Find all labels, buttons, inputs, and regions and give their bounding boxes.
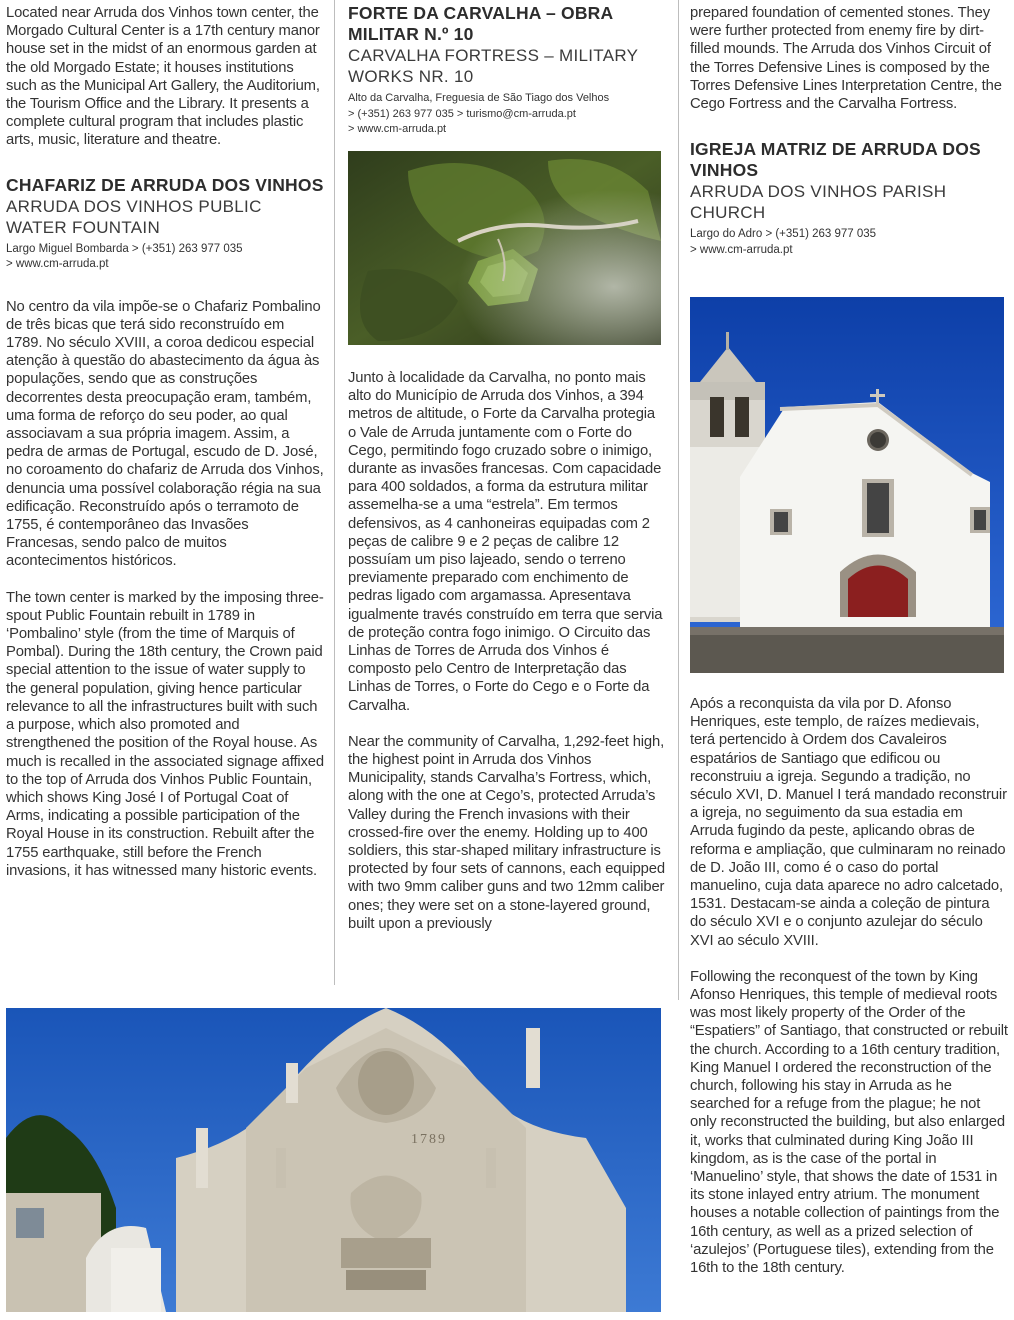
fortress-address-line: Alto da Carvalha, Freguesia de São Tiago dos Velhos <box>348 92 610 104</box>
fortress-text-en: Near the community of Carvalha, 1,292-feet high, the highest point in Arruda dos Vinhos Municipality, stands Carvalha’s Fortress, which, along with the one at Cego’s, protected Arruda’s Valley during the French invasions with their crossed-fire over the enemy. Holding up to 400 soldiers, this star-shaped military infrastructure is protected by four sets of cannons, each equipped with two 9mm caliber guns and two 12mm caliber ones; they were set on a stone-layered ground, built upon a previously <box>348 733 665 932</box>
church-text-en: Following the reconquest of the town by King Afonso Henriques, this temple of medieval roots was most likely property of the Order of the “Espatiers” of Santiago, that constructed or rebuilt the church. According to a 16th century tradition, King Manuel I ordered the reconstruction of the church, following his stay in Arruda as he searched for a refuge from the plague; he not only reconstructed the building, but also enlarged it, works that culminated during King João III kingdom, as is the case of the portal in ‘Manuelino’ style, that shows the date of 1531 in its stone inlayed entry atrium. The monument houses a notable collection of paintings from the 16th century, as well as a prized selection of ‘azulejos’ (Portuguese tiles), extending from the 16th to the 18th century. <box>690 968 1008 1277</box>
fountain-date-inscription: 1789 <box>411 1132 447 1147</box>
fortress-contact-line: > (+351) 263 977 035 > turismo@cm-arruda.pt <box>348 107 576 120</box>
church-photo <box>690 297 1004 673</box>
fortress-body <box>348 369 666 933</box>
fortress-aerial-photo <box>348 151 661 345</box>
fortress-subtitle: CARVALHA FORTRESS – MILITARY WORKS NR. 10 <box>348 46 638 86</box>
church-subtitle: ARRUDA DOS VINHOS PARISH CHURCH <box>690 182 947 223</box>
fountain-heading <box>6 175 324 273</box>
fountain-title: CHAFARIZ DE ARRUDA DOS VINHOS <box>6 174 324 195</box>
church-address <box>690 227 1008 258</box>
church-website: > www.cm-arruda.pt <box>690 243 793 256</box>
column-2 <box>348 3 666 138</box>
fortress-text-pt: Junto à localidade da Carvalha, no ponto mais alto do Município de Arruda dos Vinhos, a 394 metros de altitude, o Forte da Carvalha protegia o Vale de Arruda juntamente com o Forte do Cego, permitindo fogo cruzado sobre o inimigo, durante as invasões francesas. Com capacidade para 400 soldados, a forma da estrutura militar assemelha-se a uma “estrela”. Em termos defensivos, as 4 canhoneiras equipadas com 2 peças de calibre 9 e 2 peças de calibre 12 possuíam um piso lajeado, sendo o terreno previamente preparado com enchimento de pedras ligado com argamassa. Apresentava igualmente través construído em terra que servia de proteção contra fogo inimigo. O Circuito das Linhas de Torres de Arruda dos Vinhos é composto pelo Centro de Interpretação das Linhas de Torres, o Forte do Cego e o Forte da Carvalha. <box>348 370 663 714</box>
church-title: IGREJA MATRIZ DE ARRUDA DOS VINHOS <box>690 139 981 181</box>
fountain-photo <box>6 1008 661 1312</box>
fortress-address <box>348 91 666 138</box>
fountain-address <box>6 242 324 273</box>
fountain-text-en: The town center is marked by the imposing three-spout Public Fountain rebuilt in 1789 in ‘Pombalino’ style (from the time of Marquis of Pombal). During the 18th century, the Crown paid special attention to the issue of water supply to the general population, giving hence particular relevance to all the infrastructures built with such a purpose, which also promoted and strengthened the position of the Royal house. As much is recalled in the associated signage affixed to the top of Arruda dos Vinhos Public Fountain, which shows King José I of Portugal Coat of Arms, indicating a possible participation of the Royal House in its construction. Rebuilt after the 1755 earthquake, still before the French invasions, it has witnessed many historic events. <box>6 589 324 879</box>
fountain-address-line: Largo Miguel Bombarda > (+351) 263 977 035 <box>6 242 243 255</box>
column-divider <box>334 0 335 985</box>
fountain-website: > www.cm-arruda.pt <box>6 258 109 271</box>
church-heading <box>690 139 1008 258</box>
fortress-text-continued: prepared foundation of cemented stones. They were further protected from enemy fire by dirt-filled mounds. The Arruda dos Vinhos Circuit of the Torres Defensive Lines is composed by the Torres Defensive Lines Interpretation Centre, the Cego Fortress and the Carvalha Fortress. <box>690 5 1002 113</box>
fountain-subtitle: ARRUDA DOS VINHOS PUBLIC WATER FOUNTAIN <box>6 196 262 237</box>
fountain-text-pt: No centro da vila impõe-se o Chafariz Pombalino de três bicas que terá sido reconstruído em 1789. No século XVIII, a coroa dedicou especial atenção à questão do abastecimento da água às populações, sendo que as construções decorrentes desta preocupação eram, também, uma forma de reforço do seu poder, ao qual associavam a sua própria imagem. Assim, a pedra de armas de Portugal, escudo de D. José, no coroamento do chafariz de Arruda dos Vinhos, denuncia uma possível colaboração régia na sua edificação. Reconstruído após o terramoto de 1755, é contemporâneo das Invasões Francesas, sendo palco de muitos acontecimentos históricos. <box>6 298 324 570</box>
church-text-pt: Após a reconquista da vila por D. Afonso Henriques, este templo, de raízes medievais, terá pertencido à Ordem dos Cavaleiros espatários de Santiago que edificou ou reconstruiu a igreja. Segundo a tradição, no século XVI, D. Manuel I terá mandado reconstruir a igreja, no seguimento da sua estadia em Arruda fugindo da peste, aplicando obras de reforma e ampliação, que culminaram no reinado de D. João III, como é o caso do portal manuelino, cuja data aparece no adro calcetado, 1531. Destacam-se ainda a coleção de pintura do século XVI e o conjunto azulejar do século XVI ao século XVIII. <box>690 696 1007 949</box>
column-1 <box>6 4 324 880</box>
column-divider <box>678 0 679 1000</box>
fountain-body <box>6 298 324 880</box>
column-3 <box>690 4 1008 258</box>
church-body <box>690 695 1008 1277</box>
morgado-intro-text: Located near Arruda dos Vinhos town center, the Morgado Cultural Center is a 17th century manor house set in the midst of an enormous garden at the old Morgado Estate; it houses institutions such as the Municipal Art Gallery, the Auditorium, the Tourism Office and the Library. It presents a complete cultural program that includes plastic arts, music, literature and theatre. <box>6 5 320 149</box>
fortress-website: > www.cm-arruda.pt <box>348 123 447 135</box>
fortress-title: FORTE DA CARVALHA – OBRA MILITAR N.º 10 <box>348 3 613 44</box>
church-address-line: Largo do Adro > (+351) 263 977 035 <box>690 228 877 241</box>
